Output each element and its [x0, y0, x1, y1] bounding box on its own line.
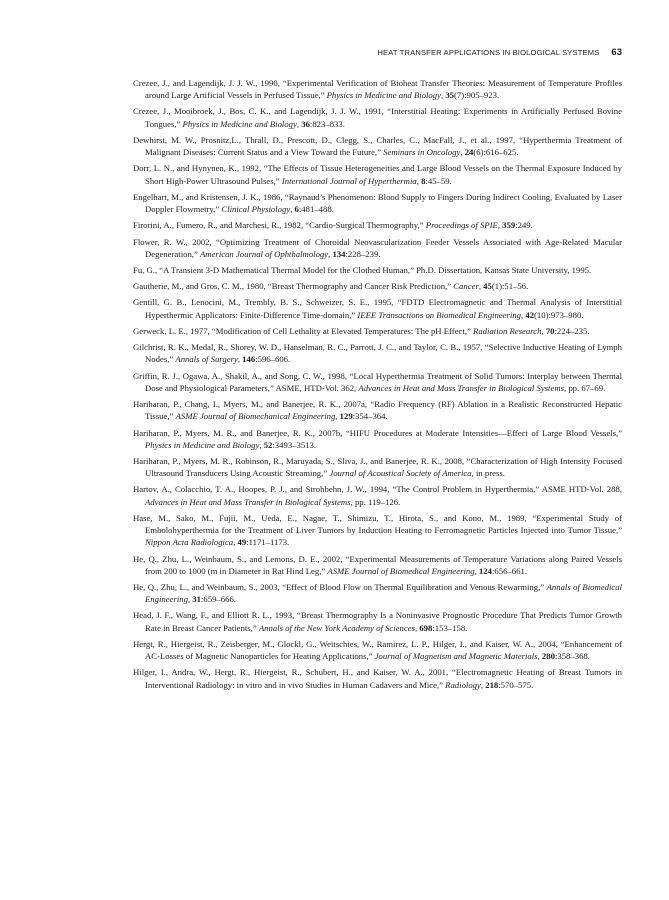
- reference-entry: He, Q., Zhu, L., Weinbaum, S., and Lemons, D. E., 2002, “Experimental Measurements of Temperature Variations along Paired Vessels from 200 to 1000 (m in Diameter in Rat Hind Leg,” ASME Journal of Biomedical Engineering, 124:656–661.: [133, 553, 622, 576]
- reference-entry: Crezee, J., and Lagendijk, J. J. W., 1990, “Experimental Verification of Bioheat Transfer Theories: Measurement of Temperature Profiles around Large Artificial Vessels in Perfused Tissue,” Physics in Medicine and Biology, 35(7):905–923.: [133, 78, 622, 101]
- reference-entry: Gilchrist, R. K., Medal, R., Shorey, W. D., Hanselman, R. C., Parrott, J. C., and Taylor, C. B., 1957, “Selective Inductive Heating of Lymph Nodes,” Annals of Surgery, 146:596–606.: [133, 342, 622, 365]
- reference-entry: Hariharan, P., Myers, M. R., and Banerjee, R. K., 2007b, “HIFU Procedures at Moderate Intensities—Effect of Large Blood Vessels,” Physics in Medicine and Biology, 52:3493–3513.: [133, 427, 622, 450]
- reference-entry: Gentill, G. B., Lenocini, M., Trembly, B. S., Schweizer, S. E., 1995, “FDTD Electromagnetic and Thermal Analysis of Interstitial Hyperthermic Applicators: Finite-Difference Time-domain,” IEEE Transactions on Biomedical Engineering, 42(10):973–980.: [133, 297, 622, 320]
- reference-entry: Hase, M., Sako, M., Fujii, M., Ueda, E., Nagae, T., Shimizu, T., Hirota, S., and Kono, M., 1989, “Experimental Study of Embolohyperthermia for the Treatment of Liver Tumors by Induction Heating to Ferromagnetic Particles Injected into Tumor Tissue,” Nippon Acta Radiologica, 49:1171–1173.: [133, 512, 622, 548]
- reference-entry: Hergt, R., Hiergeist, R., Zeisberger, M., Glockl, G., Weitschies, W., Ramirez, L. P., Hilger, I., and Kaiser, W. A., 2004, “Enhancement of AC-Losses of Magnetic Nanoparticles for Heating Applications,” Journal of Magnetism and Magnetic Materials, 280:358–368.: [133, 638, 622, 662]
- reference-entry: Hariharan, P., Chang, I., Myers, M., and Banerjee, R. K., 2007a, “Radio Frequency (RF) Ablation in a Realistic Reconstructed Hepatic Tissue,” ASME Journal of Biomechanical Engineering, 129:354–364.: [133, 399, 622, 422]
- running-title: HEAT TRANSFER APPLICATIONS IN BIOLOGICAL SYSTEMS: [377, 48, 600, 57]
- reference-entry: Dorr, L. N., and Hynynen, K., 1992, “The Effects of Tissue Heterogeneities and Large Blood Vessels on the Thermal Exposure Induced by Short High-Power Ultrasound Pulses,” International Journal of Hyperthermia, 8:45–59.: [133, 163, 622, 186]
- reference-entry: Griffin, R. J., Ogawa, A., Shakil, A., and Song, C. W., 1998, “Local Hyperthermia Treatment of Solid Tumors: Interplay between Thermal Dose and Physiological Parameters,” ASME, HTD-Vol. 362, Advances in Heat and Mass Transfer in Biological Systems, pp. 67–69.: [133, 370, 622, 393]
- reference-entry: Flower, R. W., 2002, “Optimizing Treatment of Choroidal Neovascularization Feeder Vessels Associated with Age-Related Macular Degeneration,” American Journal of Ophthalmology, 134:228–239.: [133, 236, 622, 259]
- reference-entry: Engelhart, M., and Kristensen, J. K., 1986, “Raynaud’s Phenomenon: Blood Supply to Fingers During Indirect Cooling, Evaluated by Laser Doppler Flowmetry,” Clinical Physiology, 6:481–488.: [133, 191, 622, 215]
- reference-entry: He, Q., Zhu, L., and Weinbaum, S., 2003, “Effect of Blood Flow on Thermal Equilibration and Venous Rewarming,” Annals of Biomedical Engineering, 31:659–666.: [133, 582, 622, 605]
- page-number: 63: [611, 47, 622, 58]
- running-header: [133, 47, 622, 58]
- reference-entry: Head, J. F., Wang, F., and Elliott R. L., 1993, “Breast Thermography Is a Noninvasive Prognostic Procedure That Predicts Tumor Growth Rate in Breast Cancer Patients,” Annals of the New York Academy of Sciences, 698:153–158.: [133, 610, 622, 633]
- reference-entry: Firorini, A., Fumero, R., and Marchesi, R., 1982, “Cardio-Surgical Thermography,” Proceedings of SPIE, 359:249.: [133, 220, 533, 231]
- reference-entry: Hariharan, P., Myers, M. R., Robinson, R., Maruyada, S., Sliva, J., and Banerjee, R. K., 2008, “Characterization of High Intensity Focused Ultrasound Transducers Using Acoustic Streaming,” Journal of Acoustical Society of America, in press.: [133, 455, 622, 479]
- reference-entry: Hilger, I., Andra, W., Hergt, R., Hiergeist, R., Schubert, H., and Kaiser, W. A., 2001, “Electromagnetic Heating of Breast Tumors in Interventional Radiology: in vitro and in vivo Studies in Human Cadavers and Mice,” Radiology, 218:570–575.: [133, 667, 622, 690]
- reference-entry: Fu, G., “A Transient 3-D Mathematical Thermal Model for the Clothed Human,” Ph.D. Dissertation, Kansas State University, 1995.: [133, 264, 592, 275]
- reference-entry: Dewhirst, M. W., Prosnitz,L., Thrall, D., Prescott, D., Clegg, S., Charles, C., MacFall, J., et al., 1997, “Hyperthermia Treatment of Malignant Diseases: Current Status and a View Toward the Future,” Seminars in Oncology, 24(6):616–625.: [133, 134, 622, 158]
- reference-entry: Crezee, J., Mooibroek, J., Bos, C. K., and Lagendijk, J. J. W., 1991, “Interstitial Heating: Experiments in Artificially Perfused Bovine Tongues,” Physics in Medicine and Biology, 36:823–833.: [133, 106, 622, 129]
- reference-entry: Gerweck, L. E., 1977, “Modification of Cell Lethality at Elevated Temperatures: The pH Effect,” Radiation Research, 70:224–235.: [133, 325, 590, 336]
- reference-entry: Gautherie, M., and Gros, C. M., 1980, “Breast Thermography and Cancer Risk Prediction,” Cancer, 45(1):51–56.: [133, 281, 529, 292]
- reference-entry: Hartov, A., Colacchio, T. A., Hoopes, P. J., and Strohbehn, J. W., 1994, “The Control Problem in Hyperthermia,” ASME HTD-Vol. 288, Advances in Heat and Mass Transfer in Biological Systems, pp. 119–126.: [133, 484, 622, 507]
- reference-list: [133, 77, 622, 695]
